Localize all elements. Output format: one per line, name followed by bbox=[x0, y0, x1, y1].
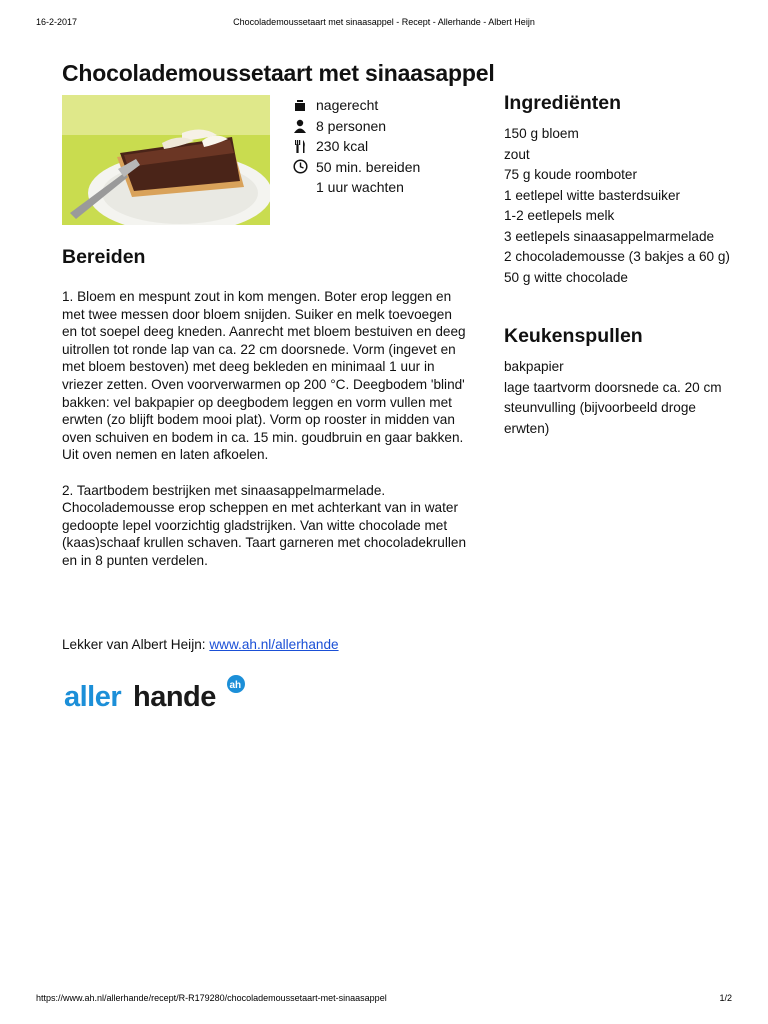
list-item: 1 eetlepel witte basterdsuiker bbox=[504, 187, 681, 203]
meta-course-text: nagerecht bbox=[316, 97, 379, 113]
print-document-title: Chocolademoussetaart met sinaasappel - Recept - Allerhande - Albert Heijn bbox=[233, 17, 535, 27]
cutlery-icon bbox=[292, 138, 308, 154]
list-item: steunvulling (bijvoorbeeld droge erwten) bbox=[504, 400, 696, 436]
list-item: zout bbox=[504, 146, 530, 162]
keukenspullen-heading: Keukenspullen bbox=[504, 325, 643, 347]
meta-prep-time-text: 50 min. bereiden bbox=[316, 158, 421, 175]
logo-badge: ah bbox=[229, 680, 242, 691]
dessert-icon bbox=[292, 97, 308, 113]
print-header bbox=[36, 17, 732, 31]
page-number: 1/2 bbox=[719, 993, 732, 1003]
person-icon bbox=[292, 118, 308, 134]
list-item: 2 chocolademousse (3 bakjes a 60 g) bbox=[504, 249, 730, 264]
source-note bbox=[62, 636, 339, 654]
preparation-steps bbox=[62, 288, 467, 587]
ingredient-list bbox=[504, 124, 734, 288]
clock-icon bbox=[292, 159, 308, 175]
meta-servings-text: 8 personen bbox=[316, 117, 387, 134]
chocolate-tart-image bbox=[62, 95, 270, 225]
source-note-prefix: Lekker van Albert Heijn: bbox=[62, 637, 210, 652]
meta-servings bbox=[292, 116, 482, 137]
meta-wait-time bbox=[292, 177, 482, 198]
recipe-title: Chocolademoussetaart met sinaasappel bbox=[62, 60, 495, 86]
list-item: bakpapier bbox=[504, 359, 564, 374]
meta-course bbox=[292, 95, 482, 116]
equipment-list bbox=[504, 357, 734, 439]
list-item: 75 g koude roomboter bbox=[504, 167, 638, 182]
allerhande-logo bbox=[64, 672, 254, 714]
list-item: 50 g witte chocolade bbox=[504, 269, 628, 285]
recipe-meta bbox=[292, 95, 482, 198]
list-item: lage taartvorm doorsnede ca. 20 cm bbox=[504, 379, 722, 395]
list-item: 150 g bloem bbox=[504, 126, 579, 141]
print-date: 16-2-2017 bbox=[36, 17, 78, 27]
ingredienten-heading: Ingrediënten bbox=[504, 92, 622, 114]
allerhande-link[interactable]: www.ah.nl/allerhande bbox=[209, 637, 339, 652]
step-2: 2. Taartbodem bestrijken met sinaasappelmarmelade. Chocolademousse erop scheppen en met achterkant van in water gedoopte lepel voorzichtig gladstrijken. Van witte chocolade met (kaas)schaaf krullen schaven. Taart garneren met chocoladekrullen en in 8 punten verdelen. bbox=[62, 482, 467, 568]
logo-hande: hande bbox=[133, 681, 216, 713]
list-item: 1-2 eetlepels melk bbox=[504, 208, 615, 223]
meta-calories-text: 230 kcal bbox=[316, 138, 369, 154]
print-url: https://www.ah.nl/allerhande/recept/R-R179280/chocolademoussetaart-met-sinaasappel bbox=[36, 993, 387, 1003]
logo-aller: aller bbox=[64, 681, 122, 713]
list-item: 3 eetlepels sinaasappelmarmelade bbox=[504, 228, 715, 244]
recipe-photo bbox=[62, 95, 270, 225]
bereiden-heading: Bereiden bbox=[62, 246, 146, 268]
meta-calories bbox=[292, 136, 482, 157]
meta-prep-time bbox=[292, 157, 482, 178]
print-footer bbox=[36, 993, 732, 1007]
meta-wait-time-text: 1 uur wachten bbox=[316, 179, 404, 195]
step-1: 1. Bloem en mespunt zout in kom mengen. Boter erop leggen en met twee messen door bloem snijden. Suiker en melk toevoegen en tot soepel deeg kneden. Aanrecht met bloem bestuiven en deeg uitrollen tot ronde lap van ca. 22 cm doorsnede. Vorm (ingevet en met bloem bestoven) met deeg bekleden en minimaal 1 uur in vriezer zetten. Oven voorverwarmen op 200 °C. Deegbodem 'blind' bakken: vel bakpapier op deegbodem leggen en vorm vullen met erwten (zo blijft bodem mooi plat). Vorm op rooster in midden van oven schuiven en bodem in ca. 15 min. goudbruin en gaar bakken. Uit oven nemen en laten afkoelen. bbox=[62, 289, 466, 463]
